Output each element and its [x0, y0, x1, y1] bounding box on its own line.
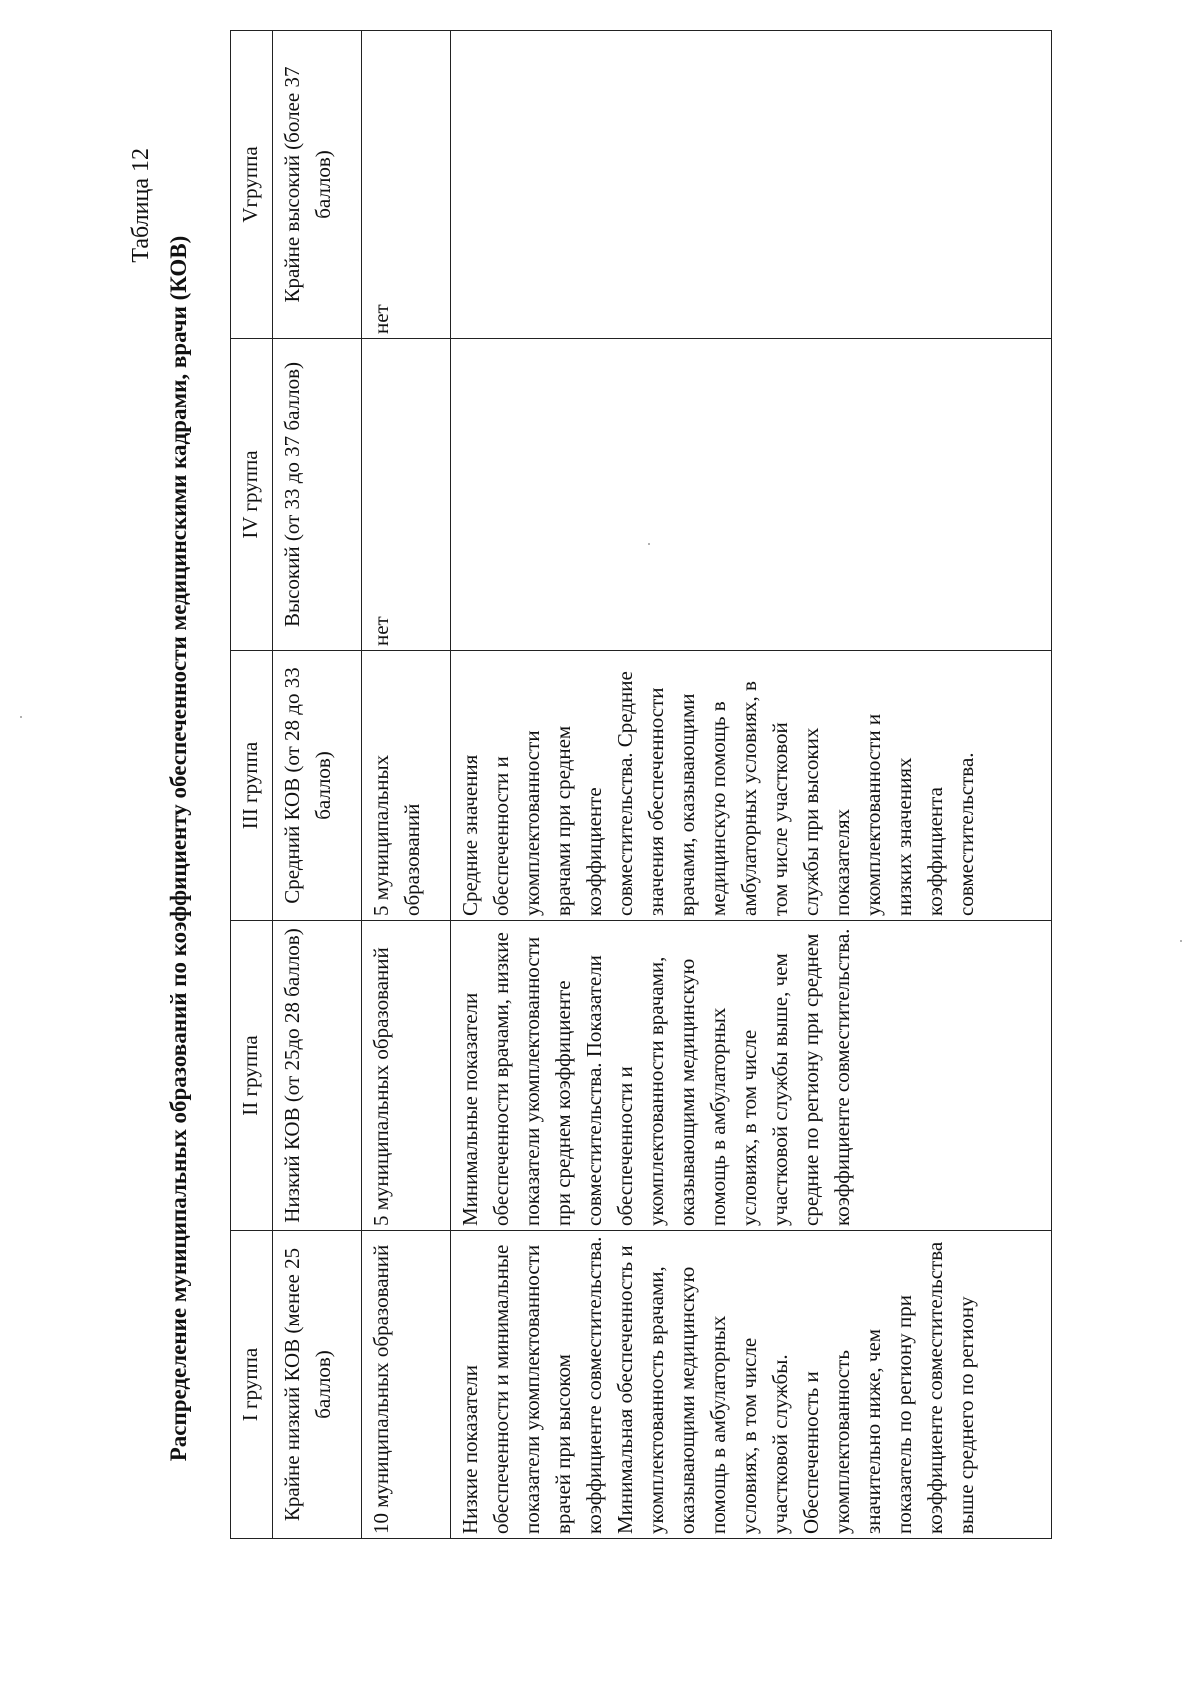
- level-cell: Низкий КОВ (от 25до 28 баллов): [273, 921, 362, 1231]
- group-name-cell: III группа: [231, 651, 273, 921]
- group-name-cell: Vгруппа: [231, 31, 273, 339]
- count-cell: 10 муниципальных образований: [362, 1231, 451, 1539]
- count-cell: 5 муниципальных образований: [362, 651, 451, 921]
- table-row-level: [273, 31, 362, 1539]
- scan-speck: [1180, 940, 1182, 942]
- level-cell: Крайне низкий КОВ (менее 25 баллов): [273, 1231, 362, 1539]
- level-cell: Крайне высокий (более 37 баллов): [273, 31, 362, 339]
- table-row-count: [362, 31, 451, 1539]
- count-cell: нет: [362, 31, 451, 339]
- group-name-cell: II группа: [231, 921, 273, 1231]
- group-name-cell: IV группа: [231, 339, 273, 651]
- level-cell: Высокий (от 33 до 37 баллов): [273, 339, 362, 651]
- description-cell: [451, 31, 1052, 339]
- group-name-cell: I группа: [231, 1231, 273, 1539]
- scan-speck: [648, 543, 650, 545]
- table-caption: Таблица 12: [128, 148, 154, 263]
- table-header-row: [231, 31, 273, 1539]
- description-cell: Низкие показатели обеспеченности и минимальные показатели укомплектованности врачей при высоком коэффициенте совместительства. Минимальная обеспеченность и укомплектованность врачами, оказывающими медицинскую помощь в амбулаторных условиях, в том числе участковой службы. Обеспеченность и укомплектованность значительно ниже, чем показатель по региону при коэффициенте совместительства выше среднего по региону: [451, 1231, 1052, 1539]
- distribution-table: [230, 30, 1052, 1539]
- scan-speck: [20, 716, 22, 718]
- description-cell: Средние значения обеспеченности и укомплектованности врачами при среднем коэффициенте совместительства. Средние значения обеспеченности врачами, оказывающими медицинскую помощь в амбулаторных условиях, в том числе участковой службы при высоких показателях укомплектованности и низких значениях коэффициента совместительства.: [451, 651, 1052, 921]
- count-cell: нет: [362, 339, 451, 651]
- document-title: Распределение муниципальных образований по коэффициенту обеспеченности медицинскими кадрами, врачи (КОВ): [166, 235, 191, 1462]
- count-cell: 5 муниципальных образований: [362, 921, 451, 1231]
- table-row-description: [451, 31, 1052, 1539]
- description-cell: [451, 339, 1052, 651]
- level-cell: Средний КОВ (от 28 до 33 баллов): [273, 651, 362, 921]
- description-cell: Минимальные показатели обеспеченности врачами, низкие показатели укомплектованности при среднем коэффициенте совместительства. Показатели обеспеченности и укомплектованности врачами, оказывающими медицинскую помощь в амбулаторных условиях, в том числе участковой службы выше, чем средние по региону при среднем коэффициенте совместительства.: [451, 921, 1052, 1231]
